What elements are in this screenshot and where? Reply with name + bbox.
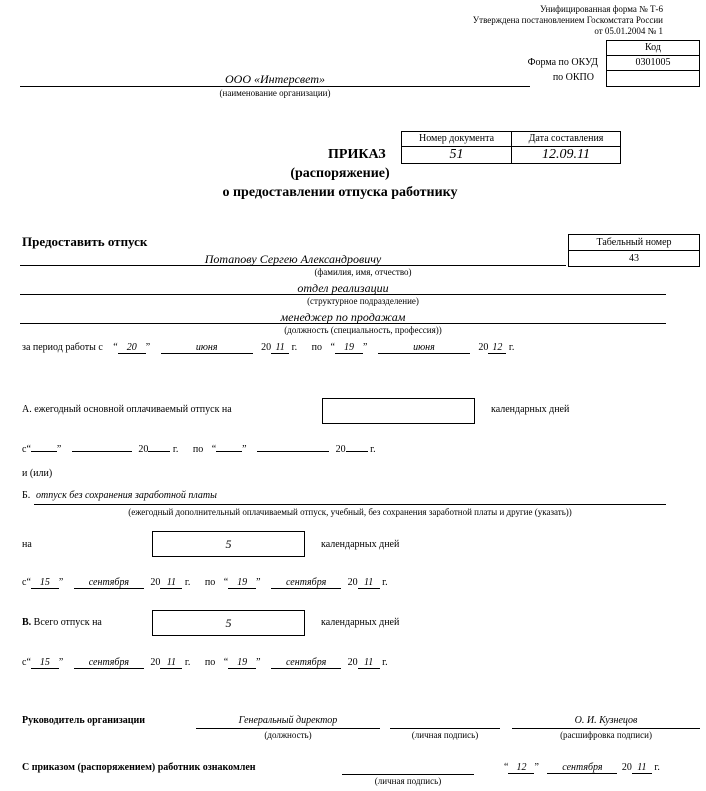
- approved-date: от 05.01.2004 № 1: [594, 26, 663, 36]
- period-from-year: 11: [271, 342, 289, 354]
- full-name-caption: (фамилия, имя, отчество): [314, 267, 412, 277]
- tab-number-header: Табельный номер: [568, 234, 700, 251]
- section-c-from-month: сентября: [74, 657, 144, 669]
- section-b-from-month: сентября: [74, 577, 144, 589]
- section-a-days: [322, 398, 475, 424]
- position: менеджер по продажам: [280, 310, 406, 324]
- okpo-label: по ОКПО: [552, 72, 594, 83]
- section-b-from-year: 11: [160, 577, 182, 589]
- head-position: Генеральный директор: [238, 715, 338, 726]
- section-b-type-caption: (ежегодный дополнительный оплачиваемый отпуск, учебный, без сохранения заработной платы и другие (указать)): [128, 507, 572, 517]
- section-b-on-label: на: [22, 539, 32, 550]
- order-title: ПРИКАЗ: [328, 147, 386, 162]
- head-name: О. И. Кузнецов: [574, 715, 638, 726]
- section-a-days-label: календарных дней: [491, 404, 570, 415]
- and-or-label: и (или): [22, 468, 53, 479]
- period-to-year: 12: [488, 342, 506, 354]
- section-b-to-year: 11: [358, 577, 380, 589]
- section-c-label-row: В. Всего отпуск на: [22, 617, 102, 628]
- ack-year: 11: [632, 762, 652, 774]
- ack-day: 12: [508, 762, 534, 774]
- section-b-from-day: 15: [31, 577, 59, 589]
- doc-date-header: Дата составления: [511, 131, 621, 147]
- employee-full-name: Потапову Сергею Александровичу: [204, 252, 382, 266]
- grant-leave-label: Предоставить отпуск: [22, 234, 148, 249]
- okud-value: 0301005: [606, 55, 700, 71]
- section-c-to-month: сентября: [271, 657, 341, 669]
- head-position-caption: (должность): [264, 730, 312, 740]
- tab-number-value: 43: [568, 250, 700, 267]
- section-b-days: 5: [152, 531, 305, 557]
- okud-label: Форма по ОКУД: [527, 57, 598, 68]
- organization-caption: (наименование организации): [219, 88, 331, 98]
- ack-date: “ 12 ” сентября 20 11 г.: [504, 762, 660, 773]
- section-c-dates: с“ 15 ” сентября 20 11 г. по “ 19 ” сентября 20 11 г.: [22, 657, 388, 668]
- section-a-from-month: [72, 451, 132, 452]
- work-period-label: за период работы с: [22, 342, 103, 353]
- doc-date-value: 12.09.11: [511, 146, 621, 164]
- approved-by: Утверждена постановлением Госкомстата России: [472, 15, 663, 25]
- code-header: Код: [606, 40, 700, 56]
- position-caption: (должность (специальность, профессия)): [284, 325, 442, 335]
- head-label: Руководитель организации: [22, 715, 146, 726]
- section-c-days: 5: [152, 610, 305, 636]
- section-b-to-month: сентября: [271, 577, 341, 589]
- section-c-to-year: 11: [358, 657, 380, 669]
- section-b-to-day: 19: [228, 577, 256, 589]
- section-a-dates: с“ ” 20 г. по “ ” 20 г.: [22, 444, 376, 455]
- section-a-from-year: [148, 451, 170, 452]
- doc-number-value: 51: [401, 146, 512, 164]
- section-c-days-label: календарных дней: [321, 617, 400, 628]
- section-b-type: отпуск без сохранения заработной платы: [36, 490, 217, 501]
- acknowledgement-label: С приказом (распоряжением) работник ознакомлен: [22, 762, 256, 773]
- section-a-label: А. ежегодный основной оплачиваемый отпуск на: [22, 404, 232, 415]
- section-c-from-day: 15: [31, 657, 59, 669]
- form-name: Унифицированная форма № Т-6: [539, 4, 663, 14]
- period-from-month: июня: [161, 342, 253, 354]
- work-period-row: за период работы с “ 20 ” июня 20 11 г. по “ 19 ” июня 20 12 г.: [22, 342, 515, 353]
- department-caption: (структурное подразделение): [307, 296, 419, 306]
- section-b-dates: с“ 15 ” сентября 20 11 г. по “ 19 ” сентября 20 11 г.: [22, 577, 388, 588]
- section-b-days-label: календарных дней: [321, 539, 400, 550]
- section-c-label: Всего отпуск на: [33, 617, 102, 628]
- organization-name: ООО «Интерсвет»: [225, 72, 325, 86]
- period-to-month: июня: [378, 342, 470, 354]
- okpo-value: [606, 70, 700, 87]
- ack-month: сентября: [547, 762, 617, 774]
- ack-signature-caption: (личная подпись): [374, 776, 442, 786]
- doc-number-header: Номер документа: [401, 131, 512, 147]
- section-c-to-day: 19: [228, 657, 256, 669]
- section-b-prefix: Б.: [22, 490, 31, 501]
- order-subtitle: (распоряжение): [290, 166, 390, 181]
- section-c-from-year: 11: [160, 657, 182, 669]
- section-a-to-year: [346, 451, 368, 452]
- period-from-day: 20: [118, 342, 146, 354]
- head-signature-caption: (личная подпись): [411, 730, 479, 740]
- section-a-to-day: [216, 451, 242, 452]
- period-to-day: 19: [335, 342, 363, 354]
- order-purpose: о предоставлении отпуска работнику: [222, 185, 458, 200]
- section-a-to-month: [257, 451, 329, 452]
- department: отдел реализации: [297, 281, 389, 295]
- head-name-caption: (расшифровка подписи): [560, 730, 652, 740]
- section-a-from-day: [31, 451, 57, 452]
